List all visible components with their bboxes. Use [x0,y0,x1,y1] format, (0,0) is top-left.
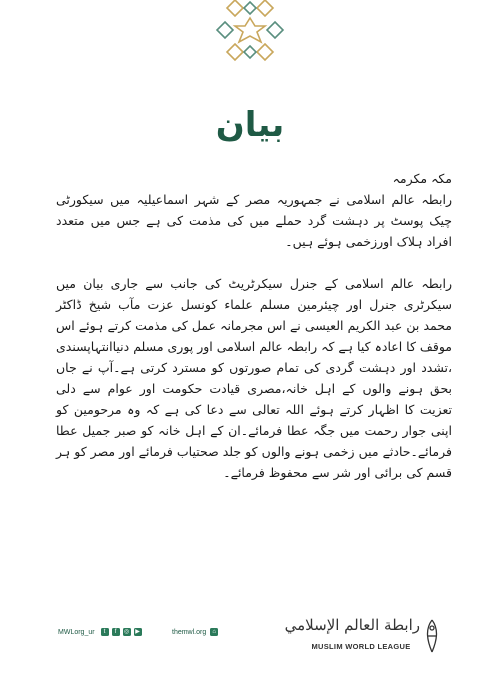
logo-arabic-text: رابطة العالم الإسلامي [284,616,420,634]
muslim-world-league-logo [282,614,442,660]
web-icon: ⌂ [210,628,218,636]
geometric-star-ornament-icon [213,0,287,62]
location-line: مکہ مکرمہ [392,171,452,186]
page-title: بیان [215,105,285,145]
footer [0,612,500,662]
instagram-icon[interactable]: ◎ [123,629,130,635]
social-links [58,628,142,636]
social-handle[interactable]: MWLorg_ur [58,628,95,636]
youtube-icon[interactable]: ▶ [135,629,140,635]
paragraph-1: رابطہ عالم اسلامی نے جمہوریہ مصر کے شہر اسماعیلیہ میں سیکورٹی چیک پوسٹ پر دہشت گرد حملے میں کی مذمت کی ہے جس میں متعدد افراد ہلاک اورزخمی ہوئے ہیں۔ [56,192,452,249]
statement-body [56,168,452,483]
logo-emblem-icon [422,618,442,654]
twitter-icon[interactable]: t [101,628,109,636]
website-link[interactable] [172,628,218,636]
logo-english-text: MUSLIM WORLD LEAGUE [311,642,411,651]
facebook-icon[interactable]: f [112,628,120,636]
website-url[interactable]: themwl.org [172,628,207,636]
paragraph-2: رابطہ عالم اسلامی کے جنرل سیکرٹریٹ کی جانب سے جاری بیان میں سیکرٹری جنرل اور چیئرمین مسلم علماء کونسل عزت مآب شیخ ڈاکٹر محمد بن عبد الکریم العیسی نے اس مجرمانہ عمل کی مذمت کرتے ہوئے اس موقف کا اعادہ کیا ہے کہ رابطہ عالم اسلامی اور پوری مسلم دنیاانتہاپسندی ،تشدد اور دہشت گردی کی تمام صورتوں کو مسترد کرتی ہے۔آپ نے جاں بحق ہونے والوں کے اہل خانہ،مصری قیادت حکومت اور عوام سے دلی تعزیت کا اظہار کرتے ہوئے اللہ تعالی سے دعا کی ہے کہ وہ مرحومین کو اپنی جوار رحمت میں جگہ عطا فرمائے۔ان کے اہل خانہ کو صبر جمیل عطا فرمائے۔حادثے میں زخمی ہونے والوں کو جلد صحتیاب فرمائے اور مصر کو ہر قسم کی برائی اور شر سے محفوظ فرمائے۔ [56,276,452,480]
